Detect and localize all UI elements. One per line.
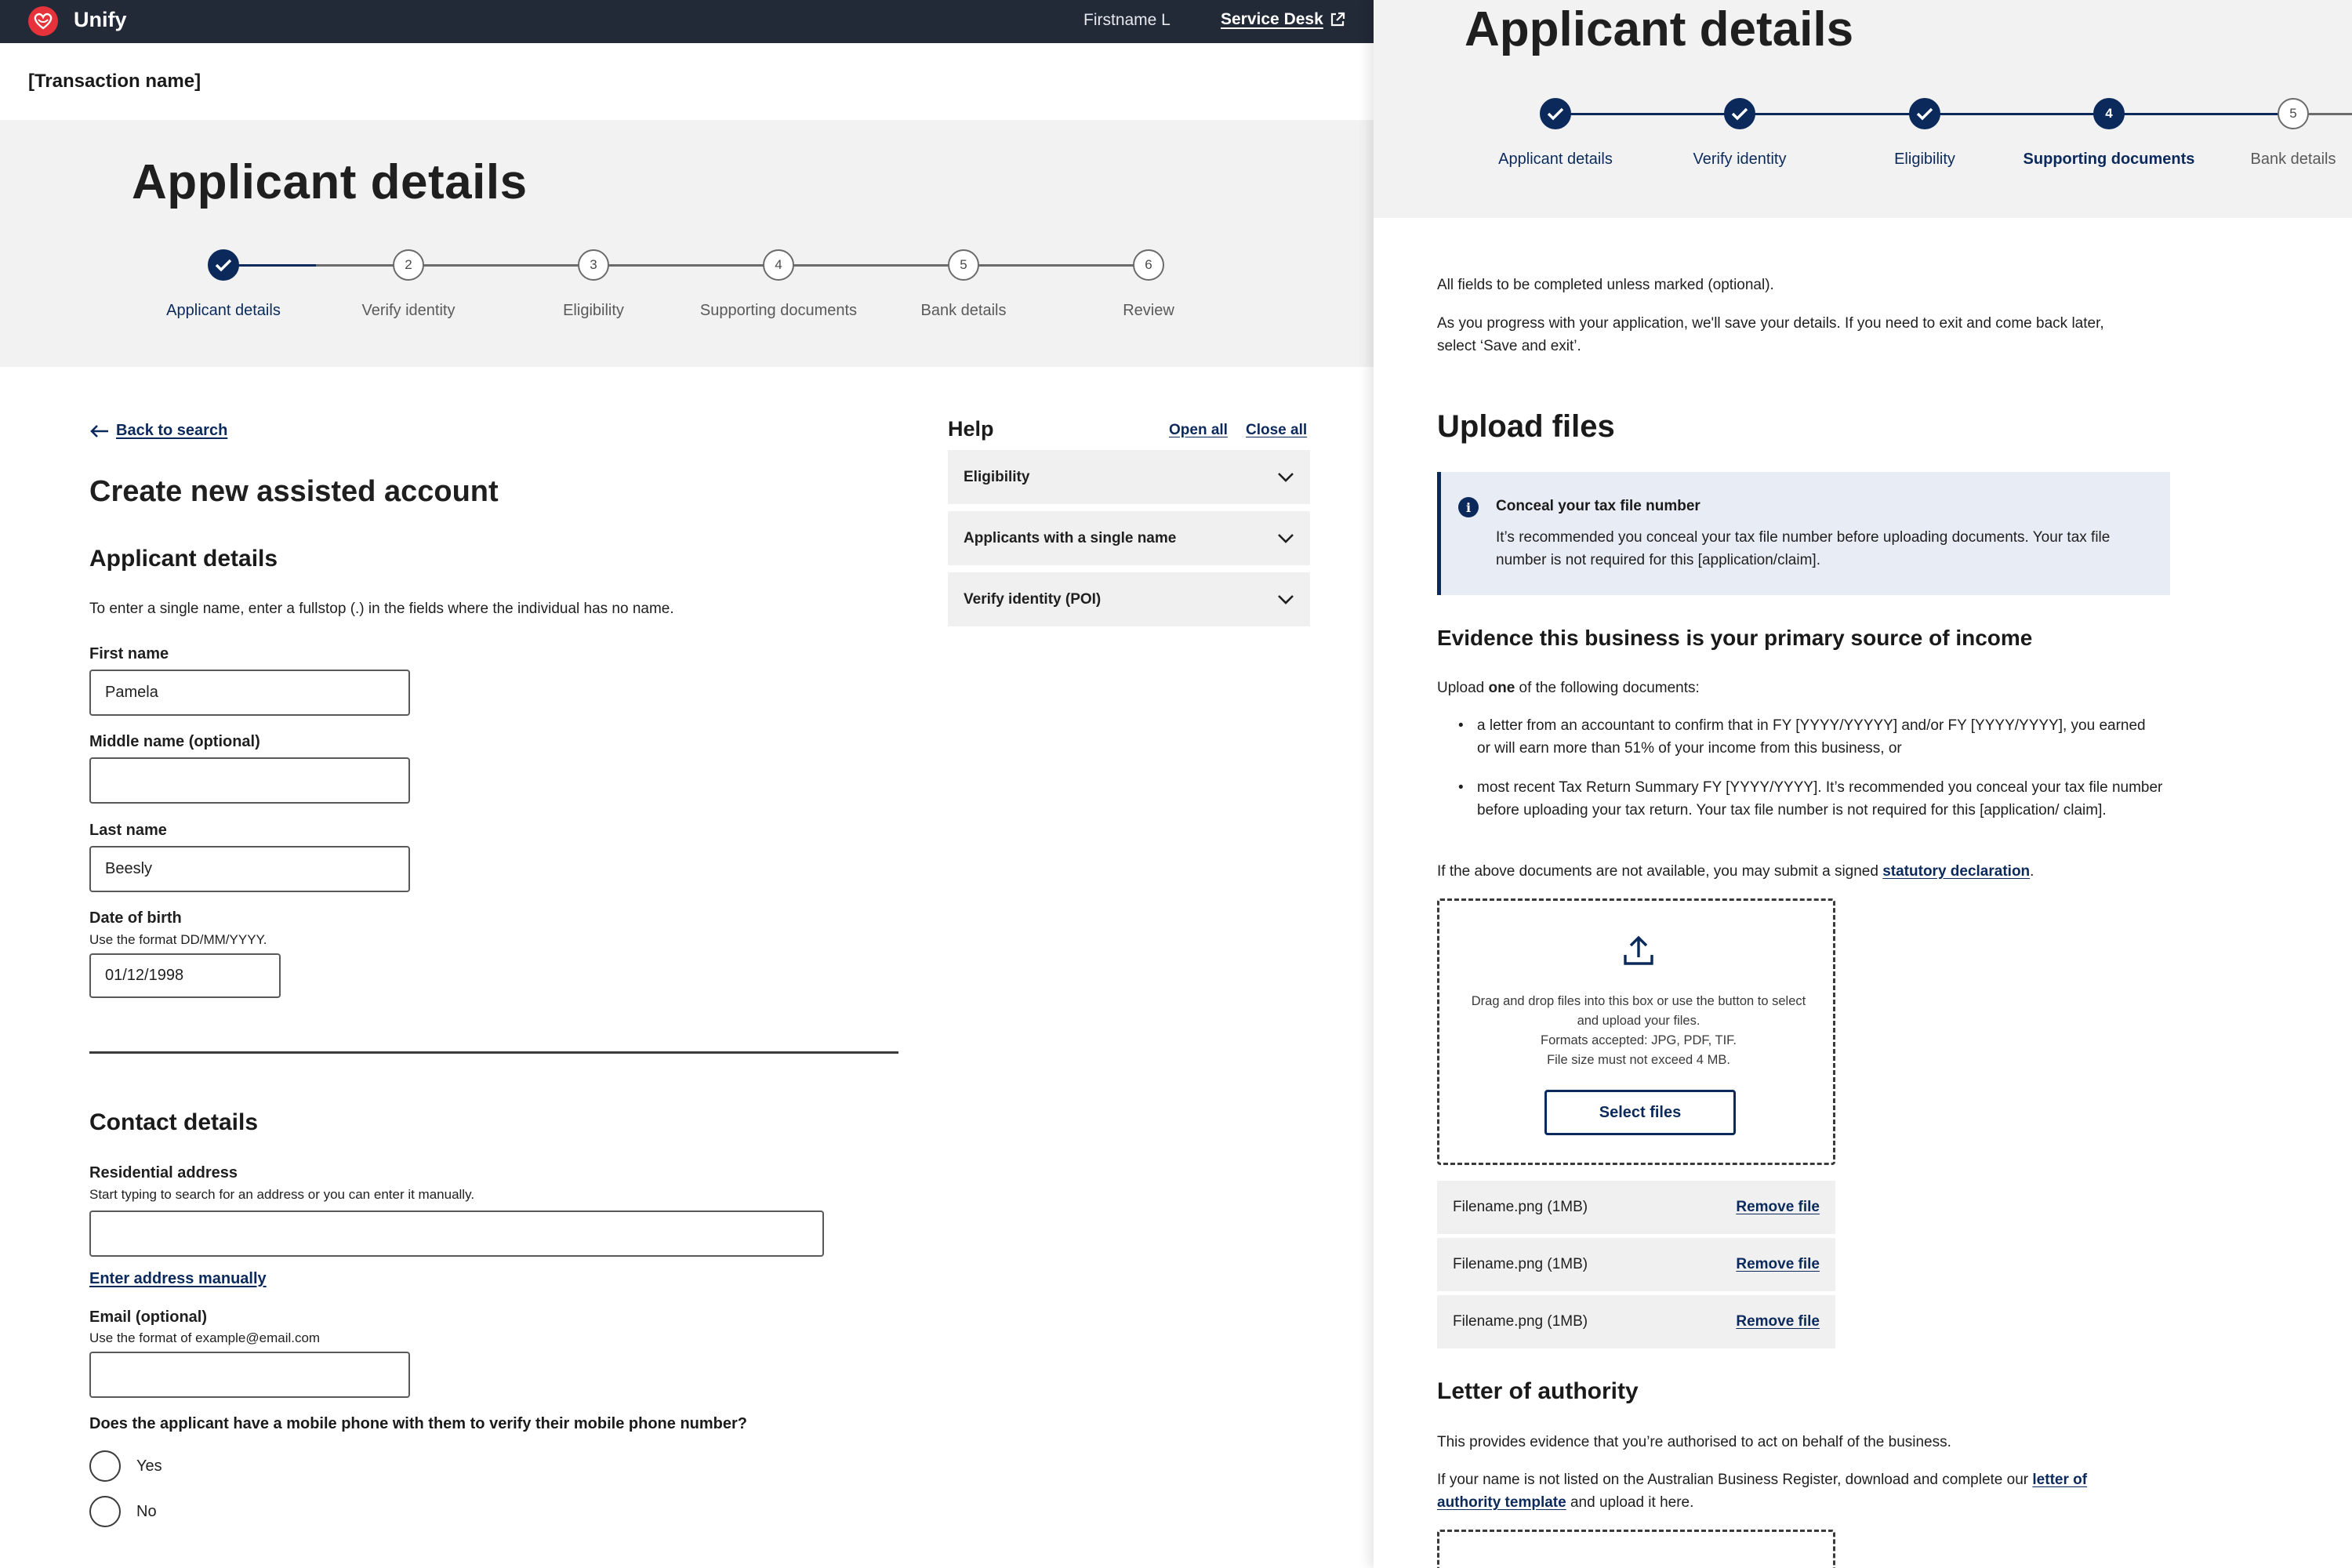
radio-yes[interactable] xyxy=(89,1450,162,1482)
dropzone-line-1: Drag and drop files into this box or use the button to select and upload your files. xyxy=(1471,994,1806,1028)
step-5: 5 xyxy=(948,249,979,281)
accordion-label: Applicants with a single name xyxy=(964,529,1177,546)
step-label-eligibility: Eligibility xyxy=(1894,151,1955,168)
single-name-hint: To enter a single name, enter a fullstop (.) in the fields where the individual has no name. xyxy=(89,601,674,617)
step-label-bank-details: Bank details xyxy=(920,302,1007,319)
check-icon xyxy=(1731,107,1748,121)
first-name-label: First name xyxy=(89,645,169,662)
callout-title: Conceal your tax file number xyxy=(1496,498,1700,514)
remove-file-link[interactable]: Remove file xyxy=(1736,1199,1820,1215)
transaction-name: [Transaction name] xyxy=(28,71,201,92)
step-3-complete xyxy=(1909,98,1940,129)
callout-body: It’s recommended you conceal your tax file number before uploading documents. Your tax file number is not required for this [application/claim]. xyxy=(1496,529,2111,568)
step-1-complete xyxy=(1540,98,1571,129)
step-label-bank-details: Bank details xyxy=(2250,151,2336,168)
step-2: 2 xyxy=(393,249,424,281)
open-all-link[interactable]: Open all xyxy=(1169,422,1228,438)
date-of-birth-hint: Use the format DD/MM/YYYY. xyxy=(89,932,267,947)
file-name: Filename.png (1MB) xyxy=(1453,1199,1588,1215)
accordion-label: Verify identity (POI) xyxy=(964,590,1102,608)
step-label-verify-identity: Verify identity xyxy=(361,302,456,319)
dropzone-line-2: Formats accepted: JPG, PDF, TIF. xyxy=(1540,1033,1737,1047)
residential-address-input[interactable] xyxy=(89,1210,824,1257)
letter-of-authority-template-link[interactable]: letter of authority template xyxy=(1437,1472,2088,1511)
external-link-icon xyxy=(1330,12,1345,27)
evidence-heading: Evidence this business is your primary source of income xyxy=(1437,626,2033,650)
info-icon: i xyxy=(1458,497,1479,517)
step-label-supporting-documents: Supporting documents xyxy=(2023,151,2195,168)
loa-post: and upload it here. xyxy=(1566,1494,1694,1511)
file-name: Filename.png (1MB) xyxy=(1453,1313,1588,1330)
page-header xyxy=(0,120,1374,367)
file-name: Filename.png (1MB) xyxy=(1453,1256,1588,1272)
step-3: 3 xyxy=(578,249,609,281)
step-label-supporting-documents: Supporting documents xyxy=(699,302,858,319)
page-header xyxy=(1374,0,2352,218)
email-hint: Use the format of example@email.com xyxy=(89,1330,321,1345)
middle-name-input[interactable] xyxy=(89,757,410,804)
required-fields-note: All fields to be completed unless marked (optional). xyxy=(1437,277,1774,293)
stat-pre: If the above documents are not available, you may submit a signed xyxy=(1437,863,1883,880)
close-all-link[interactable]: Close all xyxy=(1246,422,1308,438)
statutory-declaration-note xyxy=(1437,860,2034,883)
remove-file-link[interactable]: Remove file xyxy=(1736,1313,1820,1330)
radio-yes-circle[interactable] xyxy=(89,1450,121,1482)
upload-icon xyxy=(1622,935,1655,967)
step-2-complete xyxy=(1724,98,1755,129)
contact-section-heading: Contact details xyxy=(89,1109,259,1135)
back-to-search-link[interactable] xyxy=(89,422,227,440)
step-label-verify-identity: Verify identity xyxy=(1693,151,1787,168)
help-accordion-verify-identity[interactable] xyxy=(948,572,1310,626)
step-6: 6 xyxy=(1133,249,1164,281)
accordion-label: Eligibility xyxy=(964,468,1030,485)
mobile-phone-question: Does the applicant have a mobile phone with them to verify their mobile phone number? xyxy=(89,1415,748,1432)
upload-instruction-post: of the following documents: xyxy=(1515,680,1700,696)
check-icon xyxy=(1916,107,1933,121)
dropzone-instructions xyxy=(1463,992,1814,1070)
page-heading: Applicant details xyxy=(132,155,528,209)
save-progress-note: As you progress with your application, we'll save your details. If you need to exit and come back later, select ‘Save and exit’. xyxy=(1437,315,2104,354)
uploaded-file-row xyxy=(1437,1295,1835,1348)
stat-post: . xyxy=(2030,863,2034,880)
uploaded-file-row xyxy=(1437,1238,1835,1291)
step-4: 4 xyxy=(763,249,794,281)
residential-address-hint: Start typing to search for an address or you can enter it manually. xyxy=(89,1187,475,1202)
letter-of-authority-description: This provides evidence that you’re authorised to act on behalf of the business. xyxy=(1437,1434,1951,1450)
step-label-review: Review xyxy=(1123,302,1174,319)
arrow-left-icon xyxy=(89,423,110,439)
service-desk-label: Service Desk xyxy=(1221,10,1323,28)
letter-of-authority-instruction xyxy=(1437,1468,2143,1514)
section-divider xyxy=(89,1051,898,1054)
upload-instruction-pre: Upload xyxy=(1437,680,1489,696)
app-name[interactable]: Unify xyxy=(74,8,127,31)
select-files-button[interactable]: Select files xyxy=(1544,1090,1736,1135)
letter-of-authority-dropzone[interactable] xyxy=(1437,1530,1835,1568)
radio-no-label: No xyxy=(136,1502,157,1520)
upload-instruction xyxy=(1437,677,1700,699)
help-accordion-single-name[interactable] xyxy=(948,511,1310,565)
page-heading: Applicant details xyxy=(1465,2,1854,56)
help-heading: Help xyxy=(948,417,994,441)
user-name[interactable]: Firstname L xyxy=(1083,11,1171,29)
top-bar xyxy=(0,0,1374,43)
chevron-down-icon xyxy=(1277,533,1294,544)
page-title: Create new assisted account xyxy=(89,475,499,508)
email-input[interactable] xyxy=(89,1352,410,1398)
upload-files-heading: Upload files xyxy=(1437,409,1615,444)
check-icon xyxy=(215,258,232,272)
tax-file-number-callout xyxy=(1437,472,2170,595)
date-of-birth-input[interactable] xyxy=(89,953,281,998)
first-name-input[interactable] xyxy=(89,670,410,716)
step-5: 5 xyxy=(2278,98,2309,129)
file-dropzone[interactable] xyxy=(1437,898,1835,1165)
help-accordion-eligibility[interactable] xyxy=(948,450,1310,504)
progress-stepper xyxy=(0,120,1374,367)
back-to-search-label[interactable]: Back to search xyxy=(116,422,228,439)
step-1-complete xyxy=(208,249,239,281)
check-icon xyxy=(1547,107,1564,121)
last-name-label: Last name xyxy=(89,822,167,839)
bullet-accountant-letter: • a letter from an accountant to confirm that in FY [YYYY/YYYYY] and/or FY [YYYY/YYYY], you earned or will earn more than 51% of your income from this business, or xyxy=(1458,714,2148,760)
date-of-birth-label: Date of birth xyxy=(89,909,182,927)
letter-of-authority-heading: Letter of authority xyxy=(1437,1378,1639,1404)
upload-instruction-bold: one xyxy=(1488,680,1515,696)
bullet-tax-return: • most recent Tax Return Summary FY [YYYY/YYYY]. It’s recommended you conceal your tax file number before uploading your tax return. Your tax file number is not required for this [application/ claim]. xyxy=(1458,776,2164,822)
radio-no-circle[interactable] xyxy=(89,1496,121,1527)
email-label: Email (optional) xyxy=(89,1308,207,1326)
applicant-section-heading: Applicant details xyxy=(89,546,278,572)
loa-pre: If your name is not listed on the Australian Business Register, download and complete our xyxy=(1437,1472,2033,1488)
last-name-input[interactable] xyxy=(89,846,410,892)
step-label-applicant-details: Applicant details xyxy=(1498,151,1613,168)
residential-address-label: Residential address xyxy=(89,1164,238,1181)
dropzone-line-3: File size must not exceed 4 MB. xyxy=(1547,1053,1730,1067)
step-connector xyxy=(316,264,1149,267)
chevron-down-icon xyxy=(1277,594,1294,605)
step-label-eligibility: Eligibility xyxy=(563,302,624,319)
step-4-current: 4 xyxy=(2093,98,2125,129)
progress-stepper xyxy=(1374,0,2352,218)
enter-address-manually-link[interactable]: Enter address manually xyxy=(89,1270,267,1287)
step-label-applicant-details: Applicant details xyxy=(166,302,281,319)
chevron-down-icon xyxy=(1277,472,1294,483)
radio-no[interactable] xyxy=(89,1496,157,1527)
remove-file-link[interactable]: Remove file xyxy=(1736,1256,1820,1272)
radio-yes-label: Yes xyxy=(136,1457,162,1475)
statutory-declaration-link[interactable]: statutory declaration xyxy=(1882,863,2031,880)
unify-logo-icon[interactable] xyxy=(28,6,58,36)
supporting-documents-page xyxy=(1374,0,2352,1568)
middle-name-label: Middle name (optional) xyxy=(89,733,260,750)
service-desk-link[interactable] xyxy=(1221,10,1345,29)
uploaded-file-row xyxy=(1437,1181,1835,1234)
